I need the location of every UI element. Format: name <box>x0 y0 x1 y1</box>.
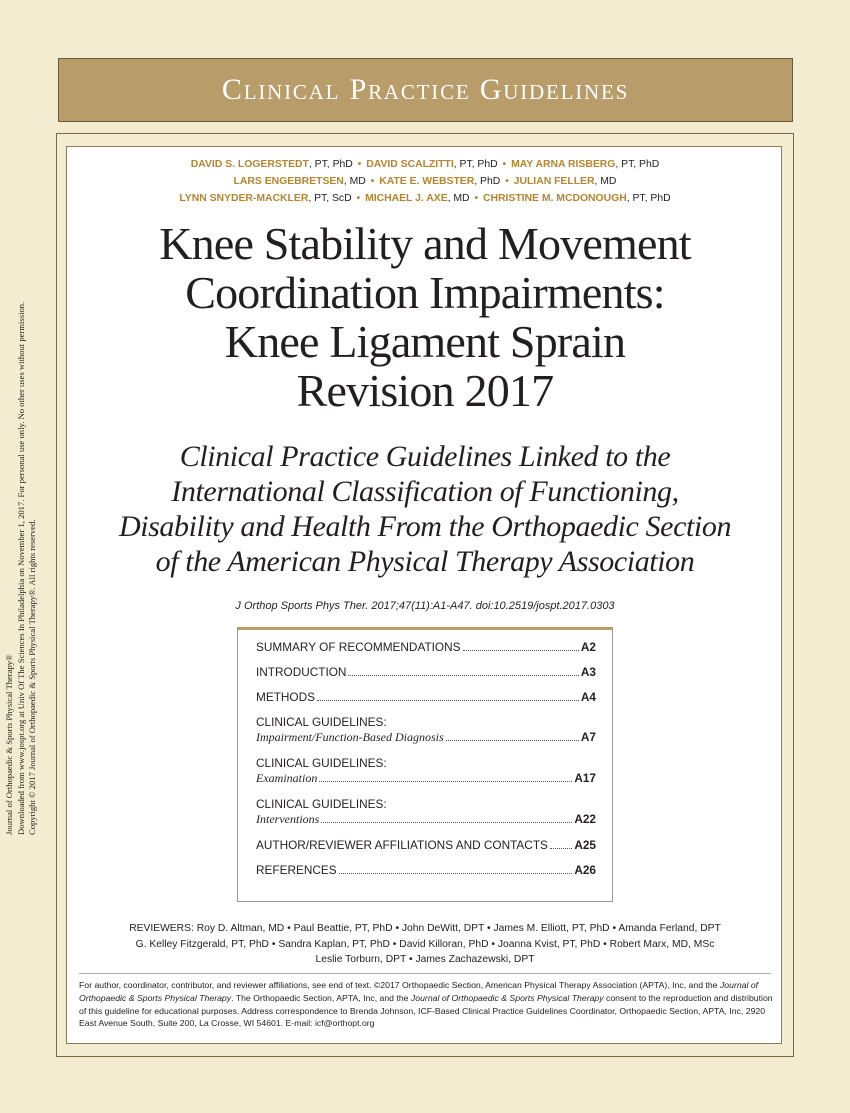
author-name: KATE E. WEBSTER <box>379 176 475 187</box>
journal-name: Journal of Orthopaedic & Sports Physical Therapy <box>79 980 759 1003</box>
subtitle-line: Disability and Health From the Orthopaedic Section <box>118 510 732 543</box>
author-credentials: , PT, PhD <box>615 159 660 170</box>
subtitle-line: of the American Physical Therapy Association <box>155 545 695 578</box>
bullet-separator: • <box>505 176 509 187</box>
leader-dots <box>339 873 573 874</box>
copyright-side-note <box>4 185 50 835</box>
toc-item-interventions[interactable] <box>256 797 596 827</box>
author-credentials: , PT, PhD <box>453 159 498 170</box>
toc-item-examination[interactable] <box>256 756 596 786</box>
toc-page: A3 <box>580 665 596 679</box>
reviewers-list <box>67 921 783 968</box>
author-name: DAVID S. LOGERSTEDT <box>190 159 309 170</box>
table-of-contents <box>237 627 613 902</box>
bullet-separator: • <box>370 176 375 187</box>
toc-item-summary[interactable] <box>256 640 596 654</box>
toc-item-impairment-diagnosis[interactable] <box>256 715 596 745</box>
leader-dots <box>317 700 579 701</box>
bullet-separator: • <box>357 159 362 170</box>
bullet-separator: • <box>356 193 361 204</box>
author-credentials: , MD <box>594 176 617 187</box>
journal-name: Journal of Orthopaedic & Sports Physical Therapy <box>410 992 604 1003</box>
reviewers-line: REVIEWERS: Roy D. Altman, MD • Paul Beattie, PT, PhD • John DeWitt, DPT • James M. Elliott, PT, PhD • Amanda Ferland, DPT <box>129 923 721 934</box>
author-name: DAVID SCALZITTI <box>366 159 454 170</box>
article-subtitle <box>53 439 797 579</box>
toc-page: A7 <box>580 730 596 744</box>
toc-page: A4 <box>580 690 596 704</box>
toc-label: SUMMARY OF RECOMMENDATIONS <box>256 640 461 654</box>
author-name: JULIAN FELLER <box>513 176 595 187</box>
author-name: CHRISTINE M. MCDONOUGH <box>482 193 627 204</box>
reviewers-line: G. Kelley Fitzgerald, PT, PhD • Sandra Kaplan, PT, PhD • David Killoran, PhD • Joanna Kvist, PT, PhD • Robert Marx, MD, MSc <box>135 938 715 950</box>
toc-label: REFERENCES <box>256 863 337 877</box>
author-credentials: , MD <box>343 176 366 187</box>
toc-heading: CLINICAL GUIDELINES: <box>256 756 387 770</box>
subtitle-line: International Classification of Functioning, <box>171 475 679 508</box>
author-credentials: , PT, PhD <box>308 159 353 170</box>
side-note-line-1: Journal of Orthopaedic & Sports Physical Therapy® <box>4 654 14 835</box>
toc-label: Impairment/Function-Based Diagnosis <box>256 730 444 744</box>
footnote-text: . The Orthopaedic Section, APTA, Inc, and the <box>231 992 411 1003</box>
subtitle-line: Clinical Practice Guidelines Linked to the <box>179 440 671 473</box>
footnote-text: consent to the reproduction and distribution of this guideline for educational purposes. Address correspondence to Brenda Johnson, ICF-Based Clinical Practice Guidelines Coordinator, Orthopaedic Section, APTA, Inc, 2920 East Avenue South, Suite 200, La Crosse, WI 54601. E-mail: icf@orthopt.org <box>79 992 773 1029</box>
toc-item-methods[interactable] <box>256 690 596 704</box>
author-name: LARS ENGEBRETSEN <box>233 176 344 187</box>
toc-page: A2 <box>580 640 596 654</box>
author-credentials: , PhD <box>474 176 501 187</box>
author-name: LYNN SNYDER-MACKLER <box>179 193 309 204</box>
footnote-text: For author, coordinator, contributor, and reviewer affiliations, see end of text. ©2017 Orthopaedic Section, American Physical Therapy Association (APTA), Inc, and the <box>79 980 720 990</box>
banner-title: Clinical Practice Guidelines <box>221 73 630 106</box>
leader-dots <box>319 781 572 782</box>
toc-page: A25 <box>574 838 596 852</box>
author-name: MICHAEL J. AXE <box>365 193 448 204</box>
side-note-line-3: Copyright © 2017 Journal of Orthopaedic & Sports Physical Therapy®. All rights reserved. <box>27 519 38 835</box>
article-title <box>67 219 783 415</box>
toc-page: A26 <box>574 863 596 877</box>
author-credentials: , PT, PhD <box>626 193 671 204</box>
toc-page: A22 <box>574 812 596 826</box>
toc-item-references[interactable] <box>256 863 596 877</box>
author-credentials: , PT, ScD <box>308 193 352 204</box>
leader-dots <box>463 650 579 651</box>
author-list <box>67 156 783 207</box>
toc-item-introduction[interactable] <box>256 665 596 679</box>
bullet-separator: • <box>502 159 507 170</box>
title-line: Knee Stability and Movement <box>159 218 691 269</box>
toc-page: A17 <box>574 771 596 785</box>
toc-heading: CLINICAL GUIDELINES: <box>256 715 387 729</box>
section-banner <box>58 58 793 122</box>
toc-label: Interventions <box>256 812 320 826</box>
title-line: Revision 2017 <box>296 365 554 416</box>
title-line: Knee Ligament Sprain <box>224 316 626 367</box>
author-name: MAY ARNA RISBERG <box>511 159 616 170</box>
author-credentials: , MD <box>447 193 470 204</box>
citation: J Orthop Sports Phys Ther. 2017;47(11):A1-A47. doi:10.2519/jospt.2017.0303 <box>235 600 615 612</box>
article-card <box>66 146 782 1044</box>
toc-item-affiliations[interactable] <box>256 838 596 852</box>
toc-label: INTRODUCTION <box>256 665 347 679</box>
footnote-divider <box>79 973 771 974</box>
leader-dots <box>550 848 572 849</box>
bullet-separator: • <box>474 193 479 204</box>
leader-dots <box>348 675 578 676</box>
reviewers-line: Leslie Torburn, DPT • James Zachazewski, DPT <box>315 954 535 965</box>
toc-label: METHODS <box>256 690 315 704</box>
title-line: Coordination Impairments: <box>185 267 665 318</box>
leader-dots <box>446 740 579 741</box>
footnote <box>79 979 773 1030</box>
leader-dots <box>321 822 572 823</box>
toc-label: AUTHOR/REVIEWER AFFILIATIONS AND CONTACTS <box>256 838 548 852</box>
toc-label: Examination <box>256 771 318 785</box>
toc-heading: CLINICAL GUIDELINES: <box>256 797 387 811</box>
side-note-line-2: Downloaded from www.jospt.org at Univ Of The Sciences In Philadelphia on November 1, 2017. For personal use only. No other uses without permission. <box>15 301 26 835</box>
